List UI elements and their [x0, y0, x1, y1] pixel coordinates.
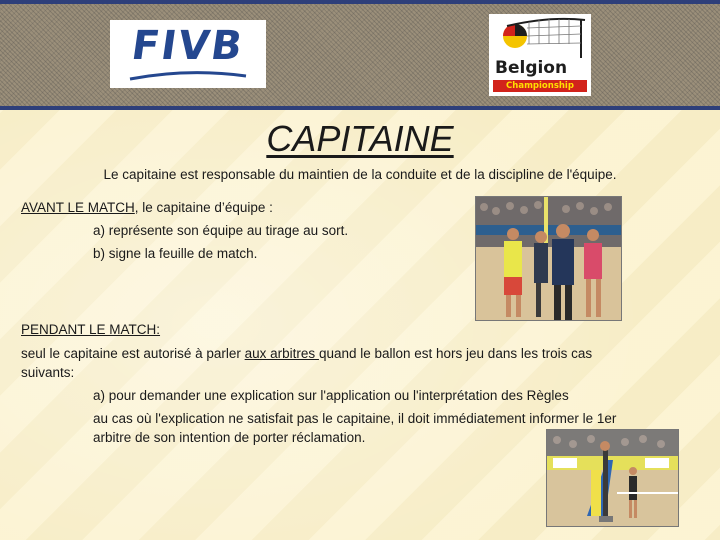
fivb-logo: [110, 20, 266, 88]
championship-logo-text: Championship: [493, 80, 587, 92]
during-match-heading: [21, 320, 160, 339]
belgion-logo-text: Belgion: [495, 58, 568, 78]
coin-toss-photo: [475, 196, 622, 321]
during-match-line2: suivants:: [21, 365, 75, 380]
during-line1-part-b: quand le ballon est hors jeu dans les trois cas: [318, 346, 593, 361]
coin-toss-image: [476, 197, 621, 320]
during-match-item-a: a) pour demander une explication sur l'application ou l'interprétation des Règles: [93, 388, 569, 403]
slide-title-text: CAPITAINE: [266, 118, 454, 159]
volleyball-net-icon: [489, 14, 591, 60]
during-line1-underlined: aux arbitres: [244, 346, 319, 361]
during-line1-part-a: seul le capitaine est autorisé à parler: [21, 346, 245, 361]
intro-text: Le capitaine est responsable du maintien de la conduite et de la discipline de l'équipe.: [103, 167, 617, 182]
banner-top-edge: [0, 0, 720, 4]
before-match-item-b: b) signe la feuille de match.: [93, 246, 258, 261]
referee-stand-image: [547, 430, 678, 526]
during-match-line1: [21, 344, 701, 363]
slide-title: [0, 118, 720, 160]
during-match-item-a-line3: arbitre de son intention de porter réclamation.: [93, 430, 366, 445]
before-match-heading-rest: , le capitaine d’équipe :: [134, 200, 273, 215]
before-match-item-a: a) représente son équipe au tirage au sort.: [93, 223, 349, 238]
fivb-swoosh-icon: [128, 70, 248, 82]
fivb-logo-text: FIVB: [128, 23, 248, 69]
during-match-heading-text: PENDANT LE MATCH:: [21, 322, 161, 337]
before-match-heading-underlined: AVANT LE MATCH: [21, 200, 135, 215]
referee-stand-photo: [546, 429, 679, 527]
belgian-championship-logo: [489, 14, 591, 96]
during-match-item-a-line2: au cas où l'explication ne satisfait pas le capitaine, il doit immédiatement informer le 1er: [93, 411, 617, 426]
before-match-heading: [21, 198, 273, 217]
header-banner: [0, 0, 720, 110]
